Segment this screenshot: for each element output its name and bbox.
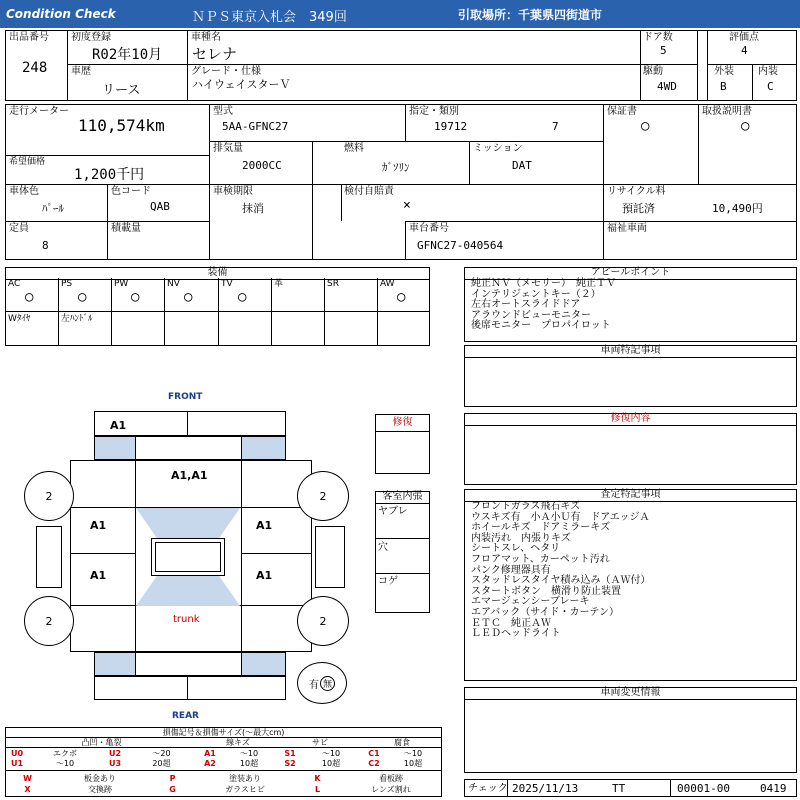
inspector-line: フロアマット、カーペット汚れ: [471, 553, 610, 565]
mark-hood: A1,A1: [171, 469, 208, 482]
legend-code: C1: [368, 749, 380, 758]
interior-item-tear: ヤブレ: [378, 506, 408, 517]
left-taillight-panel: [95, 653, 135, 675]
inspector-line: ＥＴＣ 純正ＡＷ: [471, 617, 551, 629]
appeal-line: 純正ＮＶ（メモリー） 純正ＴＶ: [471, 278, 616, 289]
tire-front-left: 2: [24, 471, 74, 521]
equipment-mark: ○: [25, 289, 34, 305]
interior-value: C: [767, 80, 774, 93]
trunk-label: trunk: [173, 614, 200, 625]
footer-num: 0419: [760, 782, 787, 795]
footer-check-label: チェック: [468, 783, 508, 794]
chassis-value: GFNC27-040564: [417, 239, 504, 252]
designation-value: 19712: [434, 120, 468, 133]
equipment-label: PS: [61, 279, 73, 289]
legend-code: U3: [108, 759, 122, 768]
interior-item-burn: コゲ: [378, 576, 398, 587]
drive-value: 4WD: [657, 80, 677, 93]
legend-desc: エクボ: [53, 749, 77, 758]
equipment-extra-label: Wﾀｲﾔ: [8, 314, 31, 324]
equipment-label: NV: [167, 279, 180, 289]
manual-value: ○: [741, 118, 750, 134]
change-title: 車両変更情報: [464, 687, 797, 700]
tire-rear-right: 2: [297, 596, 349, 646]
mission-label: ミッション: [473, 143, 523, 154]
legend-desc: 10超: [321, 759, 341, 768]
legend-desc: レンズ割れ: [371, 785, 411, 794]
legend-code: X: [24, 785, 31, 794]
legend-code: U2: [108, 749, 122, 758]
type-value: 5AA-GFNC27: [222, 120, 289, 133]
appeal-line: インテリジェントキー（２）: [471, 288, 601, 300]
equipment-label: PW: [114, 279, 129, 289]
color-code-value: QAB: [150, 200, 170, 213]
appeal-line: 左右オートスライドドア: [471, 299, 581, 311]
grade-label: グレード・仕様: [191, 66, 261, 77]
equipment-label: AC: [8, 279, 21, 289]
equipment-label: TV: [221, 279, 233, 289]
footer-code: 00001-00: [677, 782, 730, 795]
legend-group: サビ: [312, 738, 328, 747]
doors-label: ドア数: [643, 32, 673, 43]
legend-desc: 塗装あり: [229, 774, 261, 783]
legend-code: S2: [284, 759, 296, 768]
legend-desc: 板金あり: [84, 774, 116, 783]
legend-desc: 看板跡: [379, 774, 403, 783]
designation-label: 指定・類別: [409, 106, 459, 117]
recycle-label: リサイクル料: [607, 186, 666, 197]
legend-code: G: [169, 785, 176, 794]
roof-inner: [155, 542, 221, 572]
type-label: 型式: [213, 106, 233, 117]
inspector-line: ウスキズ有 小Ａ小Ｕ有 ドアエッジＡ: [471, 511, 650, 523]
legend-code: C2: [368, 759, 380, 768]
recycle-amount: 10,490円: [712, 202, 763, 215]
equipment-label: 革: [274, 279, 284, 289]
exterior-label: 外装: [714, 66, 734, 77]
price-label: 希望価格: [9, 157, 46, 167]
legend-title: 損傷記号＆損傷サイズ(〜最大cm): [162, 728, 285, 737]
footer-inspector: TT: [612, 782, 626, 795]
lot-value: 248: [22, 60, 48, 76]
spare-tire: [297, 662, 347, 704]
legend-code: U0: [10, 749, 24, 758]
legend-desc: 〜10: [239, 749, 259, 758]
legend-group: 線キズ: [226, 738, 250, 747]
score-label: 評価点: [729, 32, 759, 43]
legend-group: 腐食: [394, 738, 410, 747]
mark-door-fr: A1: [256, 519, 273, 532]
repair-title: 修復内容: [464, 413, 797, 426]
interior-label: 内装: [758, 66, 778, 77]
footer-date: 2025/11/13: [512, 782, 579, 795]
category-value: 7: [552, 120, 559, 133]
first-reg-value: R02年10月: [92, 47, 163, 63]
rear-bumper-panel: [94, 676, 286, 700]
legend-desc: 〜10: [321, 749, 341, 758]
color-code-label: 色コード: [111, 186, 151, 197]
equipment-mark: ○: [238, 289, 247, 305]
interior-condition-title: 客室内張: [375, 491, 430, 504]
appeal-line: 後席モニター プロパイロット: [471, 320, 611, 332]
spare-mark: 無: [320, 676, 335, 691]
legend-desc: 10超: [239, 759, 259, 768]
displacement-value: 2000CC: [242, 159, 282, 172]
inspector-list: [471, 502, 651, 640]
appeal-list: [471, 279, 616, 332]
repair-mark-label: 修復: [375, 414, 430, 432]
equipment-extra-label: 左ﾊﾝﾄﾞﾙ: [61, 314, 93, 324]
fuel-label: 燃料: [344, 143, 364, 154]
appeal-title: アピールポイント: [464, 267, 797, 280]
liability-value: ×: [403, 198, 411, 213]
history-value: リース: [102, 83, 141, 98]
right-headlight-panel: [241, 437, 285, 459]
legend-desc: 交換跡: [88, 785, 112, 794]
special-title: 車両特記事項: [464, 345, 797, 358]
capacity-value: 8: [42, 239, 49, 252]
legend-desc: 〜20: [152, 749, 171, 758]
legend-desc: 20超: [152, 759, 171, 768]
inspector-line: フロントガラス飛石キズ: [471, 501, 581, 512]
price-value: 1,200千円: [74, 167, 145, 183]
liability-label: 検付自賠責: [344, 186, 394, 197]
fuel-value: ｶﾞｿﾘﾝ: [382, 161, 410, 174]
legend-code: S1: [284, 749, 296, 758]
header-title: ＮＰＳ東京入札会 349回: [192, 10, 347, 25]
inspector-line: スタッドレスタイヤ積み込み（ＡＷ付）: [471, 575, 651, 587]
legend-code: U1: [10, 759, 24, 768]
legend-desc: ガラスヒビ: [225, 785, 265, 794]
left-headlight-panel: [95, 437, 135, 459]
legend-code: L: [314, 785, 321, 794]
legend-desc: 〜10: [403, 749, 423, 758]
front-label: FRONT: [168, 392, 203, 402]
inspector-line: エマージェンシーブレーキ: [471, 596, 590, 608]
model-name-label: 車種名: [191, 32, 221, 43]
tire-front-right: 2: [297, 471, 349, 521]
chassis-label: 車台番号: [409, 223, 449, 234]
legend-code: W: [23, 774, 32, 783]
displacement-label: 排気量: [213, 143, 243, 154]
legend-group: 凸凹・亀裂: [81, 738, 122, 747]
inspector-title: 査定特記事項: [464, 489, 797, 502]
mark-bumper: A1: [110, 419, 127, 432]
legend-code: A2: [204, 759, 216, 768]
header-pickup: 引取場所：千葉県四街道市: [458, 8, 603, 22]
recycle-status: 預託済: [622, 202, 655, 215]
first-reg-label: 初度登録: [71, 32, 111, 43]
color-value: ﾊﾟｰﾙ: [42, 202, 64, 215]
equipment-mark: ○: [397, 289, 406, 305]
lot-label: 出品番号: [9, 32, 49, 43]
mileage-label: 走行メーター: [9, 106, 69, 117]
mark-door-rl: A1: [90, 569, 107, 582]
warranty-label: 保証書: [607, 106, 637, 117]
inspector-line: ホイールキズ ドアミラーキズ: [471, 522, 611, 534]
equipment-mark: ○: [131, 289, 140, 305]
mission-value: DAT: [512, 159, 532, 172]
inspector-line: スタートボタン 横滑り防止装置: [471, 585, 621, 597]
legend-desc: 10超: [403, 759, 423, 768]
color-label: 車体色: [9, 186, 39, 197]
warranty-value: ○: [641, 118, 650, 134]
spare-prefix: 有: [309, 679, 319, 691]
mileage-value: 110,574km: [78, 116, 165, 135]
equipment-mark: ○: [78, 289, 87, 305]
model-name-value: セレナ: [192, 45, 238, 63]
right-side-step: [315, 526, 345, 588]
legend-desc: 〜10: [55, 759, 75, 768]
inspector-line: エアバック（サイド・カーテン）: [471, 606, 619, 618]
equipment-label: AW: [380, 279, 395, 289]
right-taillight-panel: [241, 653, 285, 675]
tire-rear-left: 2: [24, 596, 74, 646]
equipment-label: SR: [327, 279, 339, 289]
legend-code: A1: [204, 749, 216, 758]
legend-code: K: [314, 774, 321, 783]
rear-label: REAR: [172, 711, 199, 721]
equipment-mark: ○: [184, 289, 193, 305]
header-bar: [0, 0, 800, 28]
drive-label: 駆動: [643, 66, 663, 77]
inspection-value: 抹消: [242, 202, 264, 215]
grade-value: ハイウェイスターＶ: [192, 78, 291, 91]
manual-label: 取扱説明書: [702, 106, 752, 117]
exterior-value: B: [720, 80, 727, 93]
welfare-label: 福祉車両: [607, 223, 647, 234]
score-value: 4: [741, 44, 748, 57]
mark-door-fl: A1: [90, 519, 107, 532]
inspector-line: 内装汚れ 内張りキズ: [471, 532, 571, 544]
doors-value: 5: [660, 44, 667, 57]
appeal-line: アラウンドビューモニター: [471, 309, 591, 321]
inspector-line: シートスレ、ヘタリ: [471, 543, 561, 555]
history-label: 車歴: [71, 66, 91, 77]
header-left: Condition Check: [6, 7, 116, 21]
legend-code: P: [169, 774, 176, 783]
equipment-title: 装備: [5, 267, 430, 280]
inspector-line: パンク修理器具有: [471, 564, 551, 576]
left-side-step: [36, 526, 62, 588]
capacity-label: 定員: [9, 223, 29, 234]
inspection-label: 車検期限: [213, 186, 253, 197]
inspector-line: ＬＥＤヘッドライト: [471, 628, 561, 640]
mark-door-rr: A1: [256, 569, 273, 582]
interior-item-hole: 穴: [378, 542, 388, 553]
load-label: 積載量: [111, 223, 141, 234]
